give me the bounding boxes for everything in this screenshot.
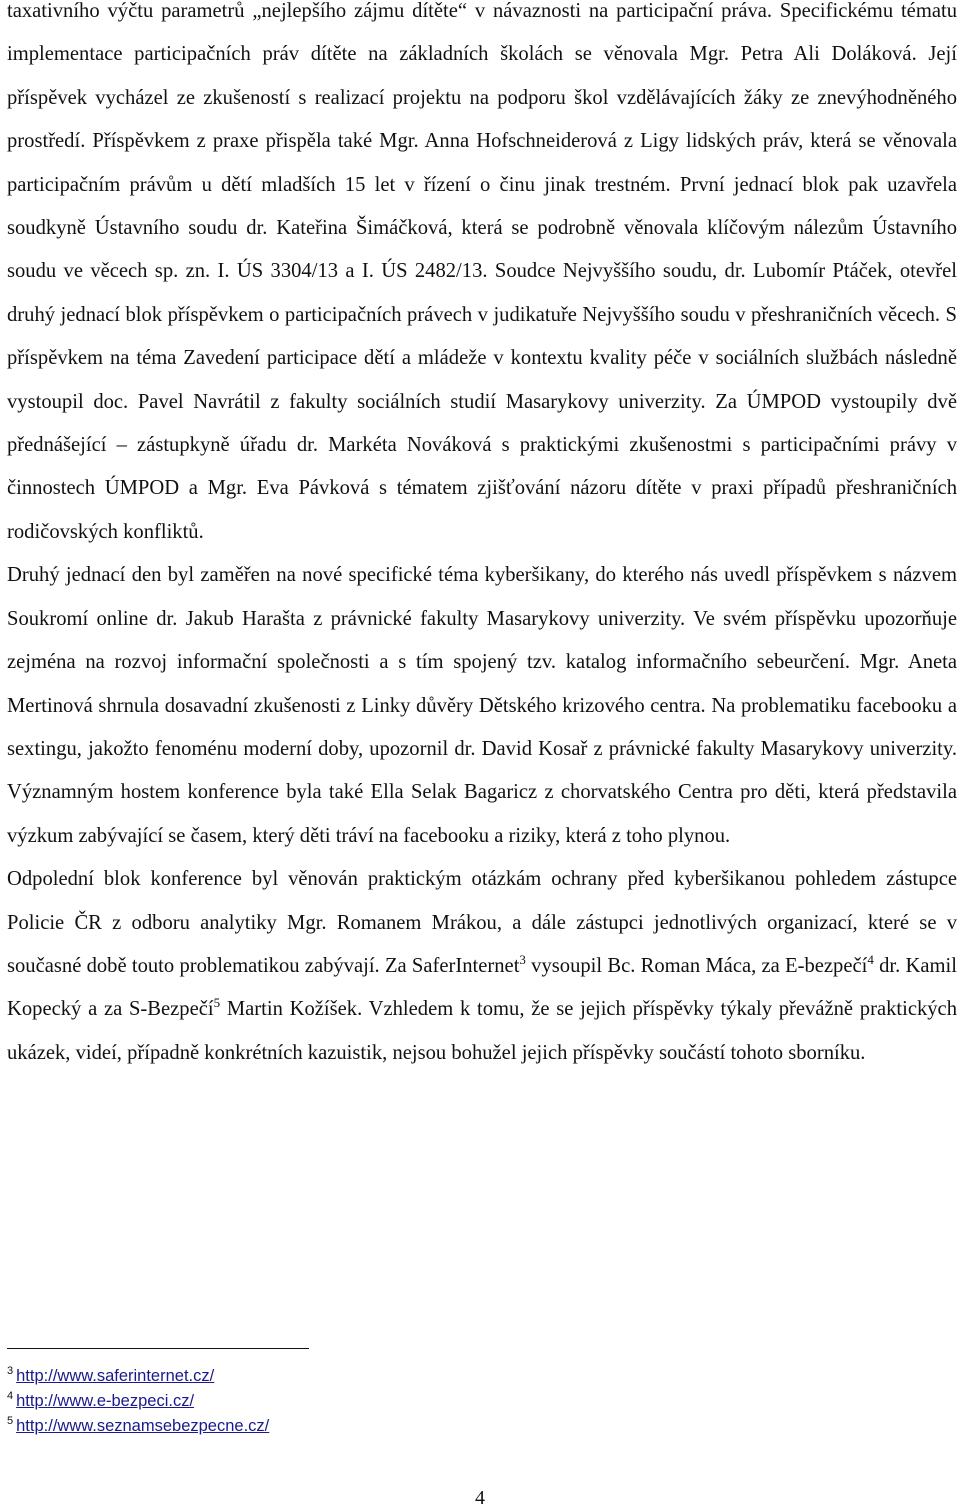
paragraph-1: [7, 0, 957, 554]
paragraph-3: [7, 858, 957, 1075]
paragraph-3-text-a: Odpolední blok konference byl věnován praktickým otázkám ochrany před kyberšikanou pohledem zástupce Policie ČR z odboru analytiky Mgr. Romanem Mrákou, a dále zástupci jednotlivých organizací, které se v současné době touto problematikou zabývají. Za SaferInternet: [7, 868, 957, 977]
footnote-separator: [7, 1348, 309, 1349]
footnote-ref-3[interactable]: 3: [519, 951, 526, 967]
footnote-link[interactable]: http://www.saferinternet.cz/: [16, 1367, 215, 1385]
page-number: 4: [475, 1487, 485, 1509]
footnote-link[interactable]: http://www.e-bezpeci.cz/: [16, 1392, 195, 1410]
footnote-4: [7, 1389, 607, 1414]
footnote-ref-4[interactable]: 4: [867, 951, 874, 967]
footnote-3: [7, 1364, 607, 1389]
footnote-mark: 3: [7, 1365, 14, 1377]
paragraph-3-text-b: vysoupil Bc. Roman Máca, za E-bezpečí: [525, 954, 868, 977]
paragraph-1-text: taxativního výčtu parametrů „nejlepšího zájmu dítěte“ v návaznosti na participační práva. Specifickému tématu implementace participačních práv dítěte na základních školách se věnovala Mgr. Petra Ali Doláková. Její příspěvek vycházel ze zkušeností s realizací projektu na podporu škol vzdělávajících žáky ze znevýhodněného prostředí. Příspěvkem z praxe přispěla také Mgr. Anna Hofschneiderová z Ligy lidských práv, která se věnovala participačním právům u dětí mladších 15 let v řízení o činu jinak trestném. První jednací blok pak uzavřela soudkyně Ústavního soudu dr. Kateřina Šimáčková, která se podrobně věnovala klíčovým nálezům Ústavního soudu ve věcech sp. zn. I. ÚS 3304/13 a I. ÚS 2482/13. Soudce Nejvyššího soudu, dr. Lubomír Ptáček, otevřel druhý jednací blok příspěvkem o participačních právech v judikatuře Nejvyššího soudu v přeshraničních věcech. S příspěvkem na téma Zavedení participace dětí a mládeže v kontextu kvality péče v sociálních službách následně vystoupil doc. Pavel Navrátil z fakulty sociálních studií Masarykovy univerzity. Za ÚMPOD vystoupily dvě přednášející – zástupkyně úřadu dr. Markéta Nováková s praktickými zkušenostmi s participačními právy v činnostech ÚMPOD a Mgr. Eva Pávková s tématem zjišťování názoru dítěte v praxi případů přeshraničních rodičovských konfliktů.: [7, 0, 957, 543]
footnote-mark: 5: [7, 1415, 14, 1427]
footnote-5: [7, 1414, 607, 1439]
footnotes: [7, 1364, 607, 1439]
footnote-ref-5[interactable]: 5: [213, 995, 221, 1011]
body-text: [7, 0, 957, 1075]
paragraph-3-text-c: dr. Kamil Kopecký a za S-Bezpečí: [7, 954, 957, 1021]
paragraph-2-text: Druhý jednací den byl zaměřen na nové specifické téma kyberšikany, do kterého nás uvedl příspěvkem s názvem Soukromí online dr. Jakub Harašta z právnické fakulty Masarykovy univerzity. Ve svém příspěvku upozorňuje zejména na rozvoj informační společnosti a s tím spojený tzv. katalog informačního sebeurčení. Mgr. Aneta Mertinová shrnula dosavadní zkušenosti z Linky důvěry Dětského krizového centra. Na problematiku facebooku a sextingu, jakožto fenoménu moderní doby, upozornil dr. David Kosař z právnické fakulty Masarykovy univerzity. Významným hostem konference byla také Ella Selak Bagaricz z chorvatského Centra pro děti, která představila výzkum zabývající se časem, který děti tráví na facebooku a riziky, která z toho plynou.: [7, 564, 957, 847]
paragraph-2: [7, 554, 957, 858]
paragraph-3-text-d: Martin Kožíšek. Vzhledem k tomu, že se jejich příspěvky týkaly převážně praktických ukázek, videí, případně konkrétních kazuistik, nejsou bohužel jejich příspěvky součástí tohoto sborníku.: [7, 998, 957, 1064]
footnote-mark: 4: [7, 1390, 14, 1402]
footnote-link[interactable]: http://www.seznamsebezpecne.cz/: [16, 1417, 270, 1435]
